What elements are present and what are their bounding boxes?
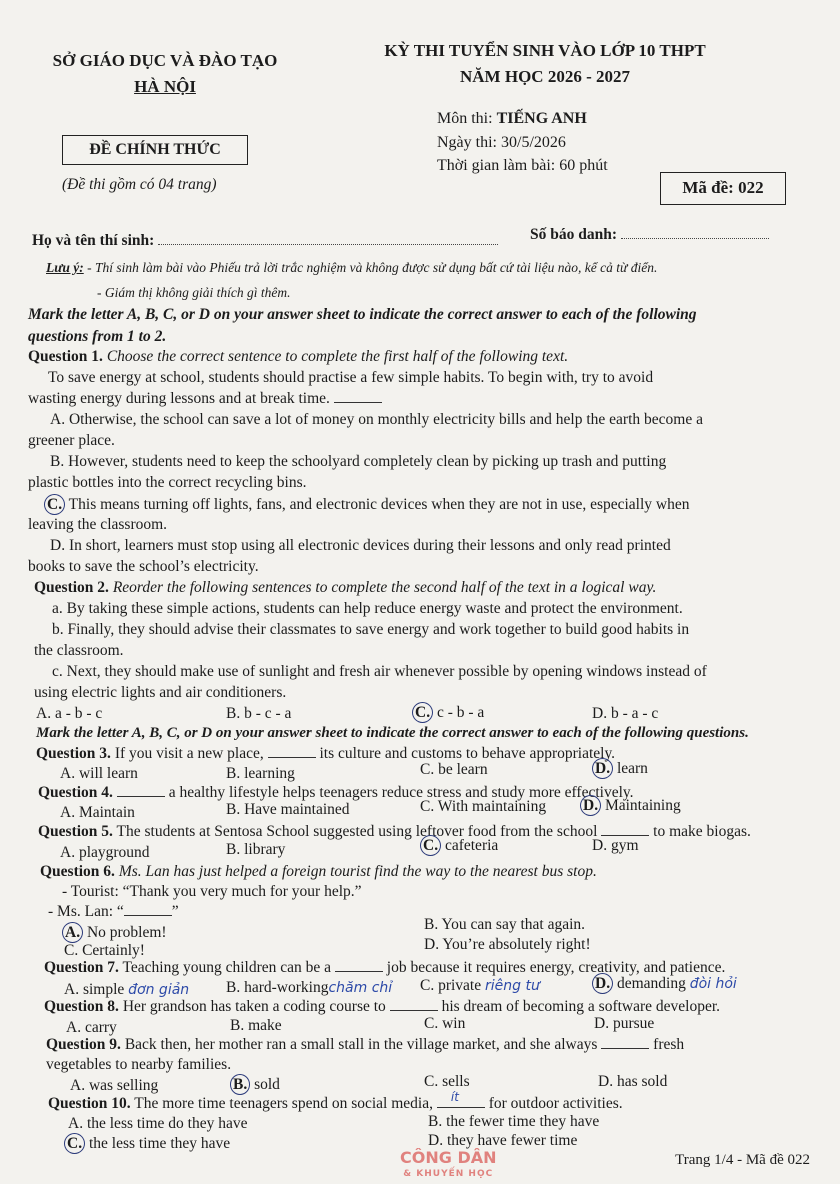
q5-option-d[interactable]: D. gym — [592, 837, 639, 854]
q7-option-b-text: B. hard-working — [226, 979, 329, 996]
q8-blank — [390, 999, 438, 1011]
q5-label: Question 5. — [38, 823, 113, 840]
q1-option-b-line1[interactable]: B. However, students need to keep the schoolyard completely clean by picking up trash and putting — [50, 453, 667, 470]
q9-label: Question 9. — [46, 1036, 121, 1053]
q9-stem — [46, 1035, 812, 1054]
q7-option-d-text: demanding — [613, 975, 686, 992]
q10-option-b[interactable]: B. the fewer time they have — [428, 1113, 600, 1130]
q9-blank — [601, 1037, 649, 1049]
q1-option-d-line1[interactable]: D. In short, learners must stop using all electronic devices during their lessons and only read printed — [50, 537, 671, 554]
q1-option-c-mark: C. — [44, 494, 65, 515]
q1-option-c-line2: leaving the classroom. — [28, 516, 168, 533]
candidate-id-field[interactable] — [621, 238, 769, 239]
q2-option-b[interactable]: B. b - c - a — [226, 705, 292, 722]
q6-stem — [40, 862, 812, 881]
q6-option-a-text: No problem! — [83, 924, 167, 941]
q9-option-d[interactable]: D. has sold — [598, 1073, 668, 1090]
q4-label: Question 4. — [38, 784, 113, 801]
q10-text-after: for outdoor activities. — [484, 1095, 623, 1112]
subject-line — [437, 110, 587, 128]
note-text1: - Thí sinh làm bài vào Phiếu trả lời trắc nghiệm và không được sử dụng bất cứ tài liệu nào, kể cả từ điển. — [83, 260, 658, 275]
q5-option-a[interactable]: A. playground — [60, 844, 150, 861]
q7-option-b[interactable] — [226, 978, 392, 998]
q3-option-c[interactable]: C. be learn — [420, 761, 488, 778]
q1-header — [28, 347, 812, 366]
q4-option-d-text: Maintaining — [601, 797, 681, 814]
department-line2: HÀ NỘI — [134, 77, 196, 96]
q5-text-after: to make biogas. — [649, 823, 751, 840]
note-line1 — [46, 258, 812, 277]
q7-option-c-note: riêng tư — [485, 978, 540, 994]
watermark-logo — [400, 1150, 497, 1182]
q6-lan-open: - Ms. Lan: “ — [48, 903, 124, 920]
q10-text: The more time teenagers spend on social media, — [130, 1095, 437, 1112]
q6-label: Question 6. — [40, 863, 115, 880]
department-heading — [30, 48, 300, 100]
q6-option-d[interactable]: D. You’re absolutely right! — [424, 936, 591, 953]
exam-code: Mã đề: 022 — [682, 178, 764, 197]
q3-text-after: its culture and customs to behave appropriately. — [315, 745, 616, 762]
instruction1-line2: questions from 1 to 2. — [28, 328, 167, 345]
exam-year: NĂM HỌC 2026 - 2027 — [460, 67, 630, 86]
q4-option-b[interactable]: B. Have maintained — [226, 801, 350, 818]
q10-stem — [48, 1090, 812, 1113]
q3-option-d-text: learn — [613, 760, 648, 777]
q2-option-d[interactable]: D. b - a - c — [592, 705, 659, 722]
q2-option-c-text: c - b - a — [433, 704, 485, 721]
q8-text: Her grandson has taken a coding course to — [118, 998, 390, 1015]
q1-text1: To save energy at school, students should practise a few simple habits. To begin with, try to avoid — [48, 369, 654, 386]
q1-text2 — [28, 389, 812, 408]
q1-option-b-line2: plastic bottles into the correct recycling bins. — [28, 474, 307, 491]
official-label: ĐỀ CHÍNH THỨC — [89, 141, 221, 158]
q1-option-d-line2: books to save the school’s electricity. — [28, 558, 259, 575]
q7-option-d[interactable] — [592, 973, 737, 994]
q5-option-c-text: cafeteria — [441, 837, 499, 854]
q1-prompt: Choose the correct sentence to complete the first half of the following text. — [102, 348, 569, 365]
q1-option-a-line1[interactable]: A. Otherwise, the school can save a lot of money on monthly electricity bills and help the earth become a — [50, 411, 703, 428]
q4-option-c[interactable]: C. With maintaining — [420, 798, 547, 815]
q9-option-a[interactable]: A. was selling — [70, 1077, 159, 1094]
q8-option-c[interactable]: C. win — [424, 1015, 466, 1032]
q2-sentence-c1: c. Next, they should make use of sunlight and fresh air whenever possible by opening windows instead of — [52, 663, 707, 680]
instruction2: Mark the letter A, B, C, or D on your answer sheet to indicate the correct answer to each of the following questions. — [36, 725, 749, 741]
q8-option-b[interactable]: B. make — [230, 1017, 282, 1034]
q9-text: Back then, her mother ran a small stall in the village market, and she always — [120, 1036, 602, 1053]
watermark-line2: & KHUYẾN HỌC — [403, 1169, 494, 1179]
pages-note: (Đề thi gồm có 04 trang) — [62, 176, 217, 193]
q9-option-c[interactable]: C. sells — [424, 1073, 470, 1090]
candidate-name-row — [32, 232, 498, 250]
q2-option-a[interactable]: A. a - b - c — [36, 705, 103, 722]
q1-text2-content: wasting energy during lessons and at break time. — [28, 390, 330, 407]
q6-option-a-mark: A. — [62, 922, 83, 943]
q3-option-d-mark: D. — [592, 758, 613, 779]
q2-label: Question 2. — [34, 579, 109, 596]
q8-option-d[interactable]: D. pursue — [594, 1015, 655, 1032]
q5-blank — [601, 824, 649, 836]
q3-option-a[interactable]: A. will learn — [60, 765, 138, 782]
q2-header — [34, 578, 812, 597]
q10-option-c[interactable] — [64, 1133, 230, 1154]
candidate-id-row — [530, 226, 769, 244]
q7-text-after: job because it requires energy, creativity, and patience. — [382, 959, 726, 976]
q6-option-a[interactable] — [62, 922, 167, 943]
q1-label: Question 1. — [28, 348, 103, 365]
q7-option-c[interactable] — [420, 976, 540, 996]
q7-option-a-text: A. simple — [64, 981, 125, 998]
q6-option-c[interactable]: C. Certainly! — [64, 942, 145, 959]
q5-option-c-mark: C. — [420, 835, 441, 856]
q1-blank — [334, 391, 382, 403]
subject-value: TIẾNG ANH — [496, 110, 587, 127]
q9-option-b[interactable] — [230, 1074, 280, 1095]
q7-option-a-note: đơn giản — [128, 982, 190, 998]
exam-heading — [350, 38, 740, 90]
q9-text-after: fresh — [649, 1036, 685, 1053]
q1-option-a-line2: greener place. — [28, 432, 115, 449]
q2-option-c[interactable] — [412, 702, 484, 723]
q9-option-b-text: sold — [250, 1076, 280, 1093]
q3-option-d[interactable] — [592, 758, 648, 779]
candidate-name-label: Họ và tên thí sinh: — [32, 232, 155, 249]
q3-text: If you visit a new place, — [110, 745, 268, 762]
q2-sentence-b1: b. Finally, they should advise their classmates to save energy and work together to build good habits in — [52, 621, 690, 638]
q2-sentence-b2: the classroom. — [34, 642, 124, 659]
q10-option-d[interactable]: D. they have fewer time — [428, 1132, 578, 1149]
q4-text-after: a healthy lifestyle helps teenagers reduce stress and study more effectively. — [164, 784, 634, 801]
q9-option-b-mark: B. — [230, 1074, 250, 1095]
q3-option-b[interactable]: B. learning — [226, 765, 295, 782]
q10-blank-note: ít — [450, 1090, 459, 1104]
q10-label: Question 10. — [48, 1095, 131, 1112]
candidate-id-label: Số báo danh: — [530, 226, 618, 243]
q5-text: The students at Sentosa School suggested using leftover food from the school — [112, 823, 602, 840]
q6-blank — [124, 904, 172, 916]
q6-lan-close: ” — [171, 903, 179, 920]
q3-blank — [268, 746, 316, 758]
exam-duration: Thời gian làm bài: 60 phút — [437, 157, 608, 174]
page-footer: Trang 1/4 - Mã đề 022 — [675, 1152, 810, 1168]
exam-code-box — [660, 172, 786, 205]
q2-prompt: Reorder the following sentences to complete the second half of the text in a logical way. — [108, 579, 657, 596]
q7-label: Question 7. — [44, 959, 119, 976]
q4-option-d-mark: D. — [580, 795, 601, 816]
q10-blank — [437, 1090, 485, 1108]
q8-option-a[interactable]: A. carry — [66, 1019, 117, 1036]
q7-option-b-note: chăm chỉ — [328, 980, 393, 996]
exam-title: KỲ THI TUYỂN SINH VÀO LỚP 10 THPT — [384, 41, 706, 60]
q2-sentence-a: a. By taking these simple actions, students can help reduce energy waste and protect the environment. — [52, 600, 683, 617]
note-label: Lưu ý: — [46, 260, 84, 275]
q5-option-b[interactable]: B. library — [226, 841, 286, 858]
q4-option-d[interactable] — [580, 795, 681, 816]
q2-option-c-mark: C. — [412, 702, 433, 723]
q1-option-c-text: This means turning off lights, fans, and electronic devices when they are not in use, especially when — [65, 496, 690, 513]
q9-text2: vegetables to nearby families. — [46, 1056, 232, 1073]
q6-tourist: - Tourist: “Thank you very much for your help.” — [62, 883, 362, 900]
official-badge — [62, 135, 248, 165]
q6-text: Ms. Lan has just helped a foreign tourist find the way to the nearest bus stop. — [114, 863, 597, 880]
q10-option-c-text: the less time they have — [85, 1135, 231, 1152]
q2-sentence-c2: using electric lights and air conditioners. — [34, 684, 287, 701]
q1-option-c-line1[interactable] — [44, 494, 812, 515]
q10-option-c-mark: C. — [64, 1133, 85, 1154]
q7-option-d-note: đòi hỏi — [689, 976, 737, 992]
q8-text-after: his dream of becoming a software developer. — [437, 998, 721, 1015]
department-line1: SỞ GIÁO DỤC VÀ ĐÀO TẠO — [52, 51, 278, 70]
q7-blank — [335, 960, 383, 972]
q7-text: Teaching young children can be a — [118, 959, 335, 976]
q5-option-c[interactable] — [420, 835, 498, 856]
q10-option-a[interactable]: A. the less time do they have — [68, 1115, 248, 1132]
q8-label: Question 8. — [44, 998, 119, 1015]
instruction1-line1: Mark the letter A, B, C, or D on your answer sheet to indicate the correct answer to each of the following — [28, 306, 697, 323]
q3-label: Question 3. — [36, 745, 111, 762]
q7-option-c-text: C. private — [420, 977, 482, 994]
candidate-name-field[interactable] — [158, 244, 498, 245]
watermark-line1: CÔNG DÂN — [400, 1148, 497, 1167]
subject-label: Môn thi: — [437, 110, 497, 127]
exam-date: Ngày thi: 30/5/2026 — [437, 134, 566, 151]
q4-option-a[interactable]: A. Maintain — [60, 804, 135, 821]
q7-option-d-mark: D. — [592, 973, 613, 994]
q4-blank — [117, 785, 165, 797]
note-line2: - Giám thị không giải thích gì thêm. — [97, 285, 291, 300]
q6-option-b[interactable]: B. You can say that again. — [424, 916, 586, 933]
